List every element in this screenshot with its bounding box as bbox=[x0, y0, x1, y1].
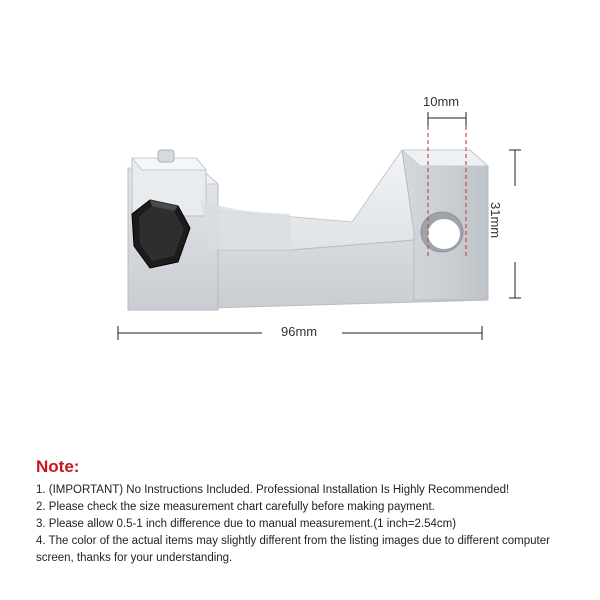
dimension-height-label: 31mm bbox=[488, 202, 503, 239]
note-item-1: 1. (IMPORTANT) No Instructions Included. Professional Installation Is Highly Recommended! bbox=[36, 484, 510, 496]
note-item-4: 4. The color of the actual items may slightly different from the listing images due to different computer screen, thanks for your understanding. bbox=[36, 535, 550, 564]
note-item-2: 2. Please check the size measurement chart carefully before making payment. bbox=[36, 501, 435, 513]
notes-section bbox=[36, 457, 584, 567]
dimension-length-label: 96mm bbox=[281, 324, 318, 339]
notes-title: Note: bbox=[36, 457, 80, 476]
dimension-hole-label: 10mm bbox=[423, 94, 460, 109]
note-item-3: 3. Please allow 0.5-1 inch difference due to manual measurement.(1 inch=2.54cm) bbox=[36, 518, 457, 530]
dimension-height-guide bbox=[509, 150, 521, 298]
